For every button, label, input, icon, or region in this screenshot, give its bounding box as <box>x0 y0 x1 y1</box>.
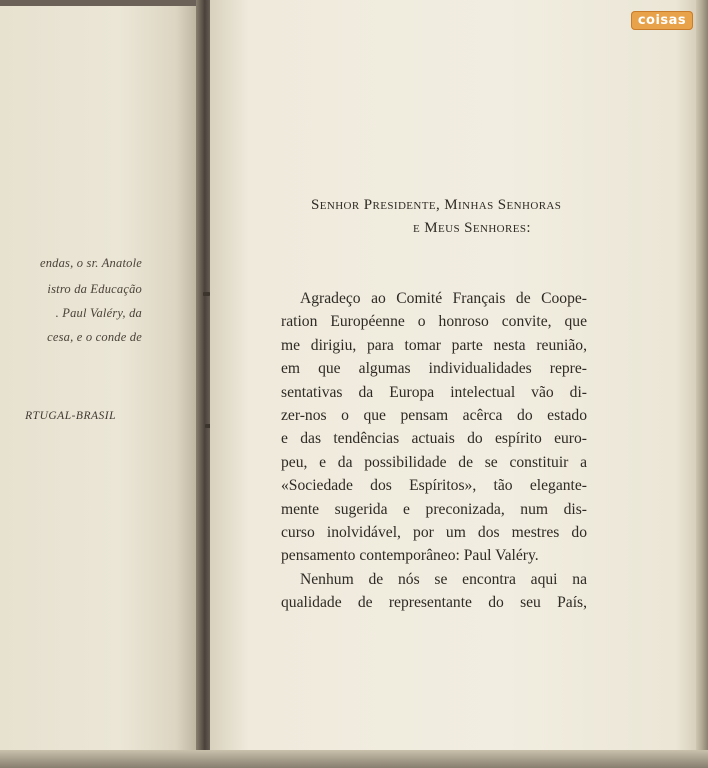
left-page <box>0 6 200 751</box>
text-line: Agradeço ao Comité Français de Coope- <box>300 290 587 307</box>
text-line: peu, e da possibilidade de se constituir a <box>281 453 587 471</box>
text-line: e das tendências actuais do espírito euro- <box>281 430 587 448</box>
text-line: pensamento contemporâneo: Paul Valéry. <box>281 547 539 565</box>
page-edge <box>696 0 708 768</box>
text-line: sentativas da Europa intelectual vão di- <box>281 383 587 401</box>
binding-mark <box>203 292 210 296</box>
left-page-label: RTUGAL-BRASIL <box>25 410 116 422</box>
left-page-line: endas, o sr. Anatole <box>39 256 142 270</box>
text-line: em que algumas individualidades repre- <box>281 360 587 378</box>
text-line: zer-nos o que pensam acêrca do estado <box>281 407 587 425</box>
watermark-logo: coisas <box>631 11 693 30</box>
text-line: ration Européenne o honroso convite, que <box>281 313 587 331</box>
text-line: Nenhum de nós se encontra aqui na <box>300 570 587 588</box>
body-text <box>281 287 587 615</box>
text-line: qualidade de representante do seu País, <box>281 594 587 612</box>
salutation-line: e Meus Senhores: <box>413 220 531 236</box>
text-line: me dirigiu, para tomar parte nesta reunião, <box>281 336 587 354</box>
text-line: mente sugerida e preconizada, num dis- <box>281 500 587 518</box>
page-bottom-edge <box>0 750 708 768</box>
text-line: «Sociedade dos Espíritos», tão elegante- <box>281 477 587 495</box>
left-page-line: . Paul Valéry, da <box>55 306 142 320</box>
salutation-line: Senhor Presidente, Minhas Senhoras <box>311 197 562 213</box>
left-page-line: istro da Educação <box>47 282 142 296</box>
left-page-line: cesa, e o conde de <box>47 330 142 344</box>
text-line: curso inolvidável, por um dos mestres do <box>281 524 587 542</box>
